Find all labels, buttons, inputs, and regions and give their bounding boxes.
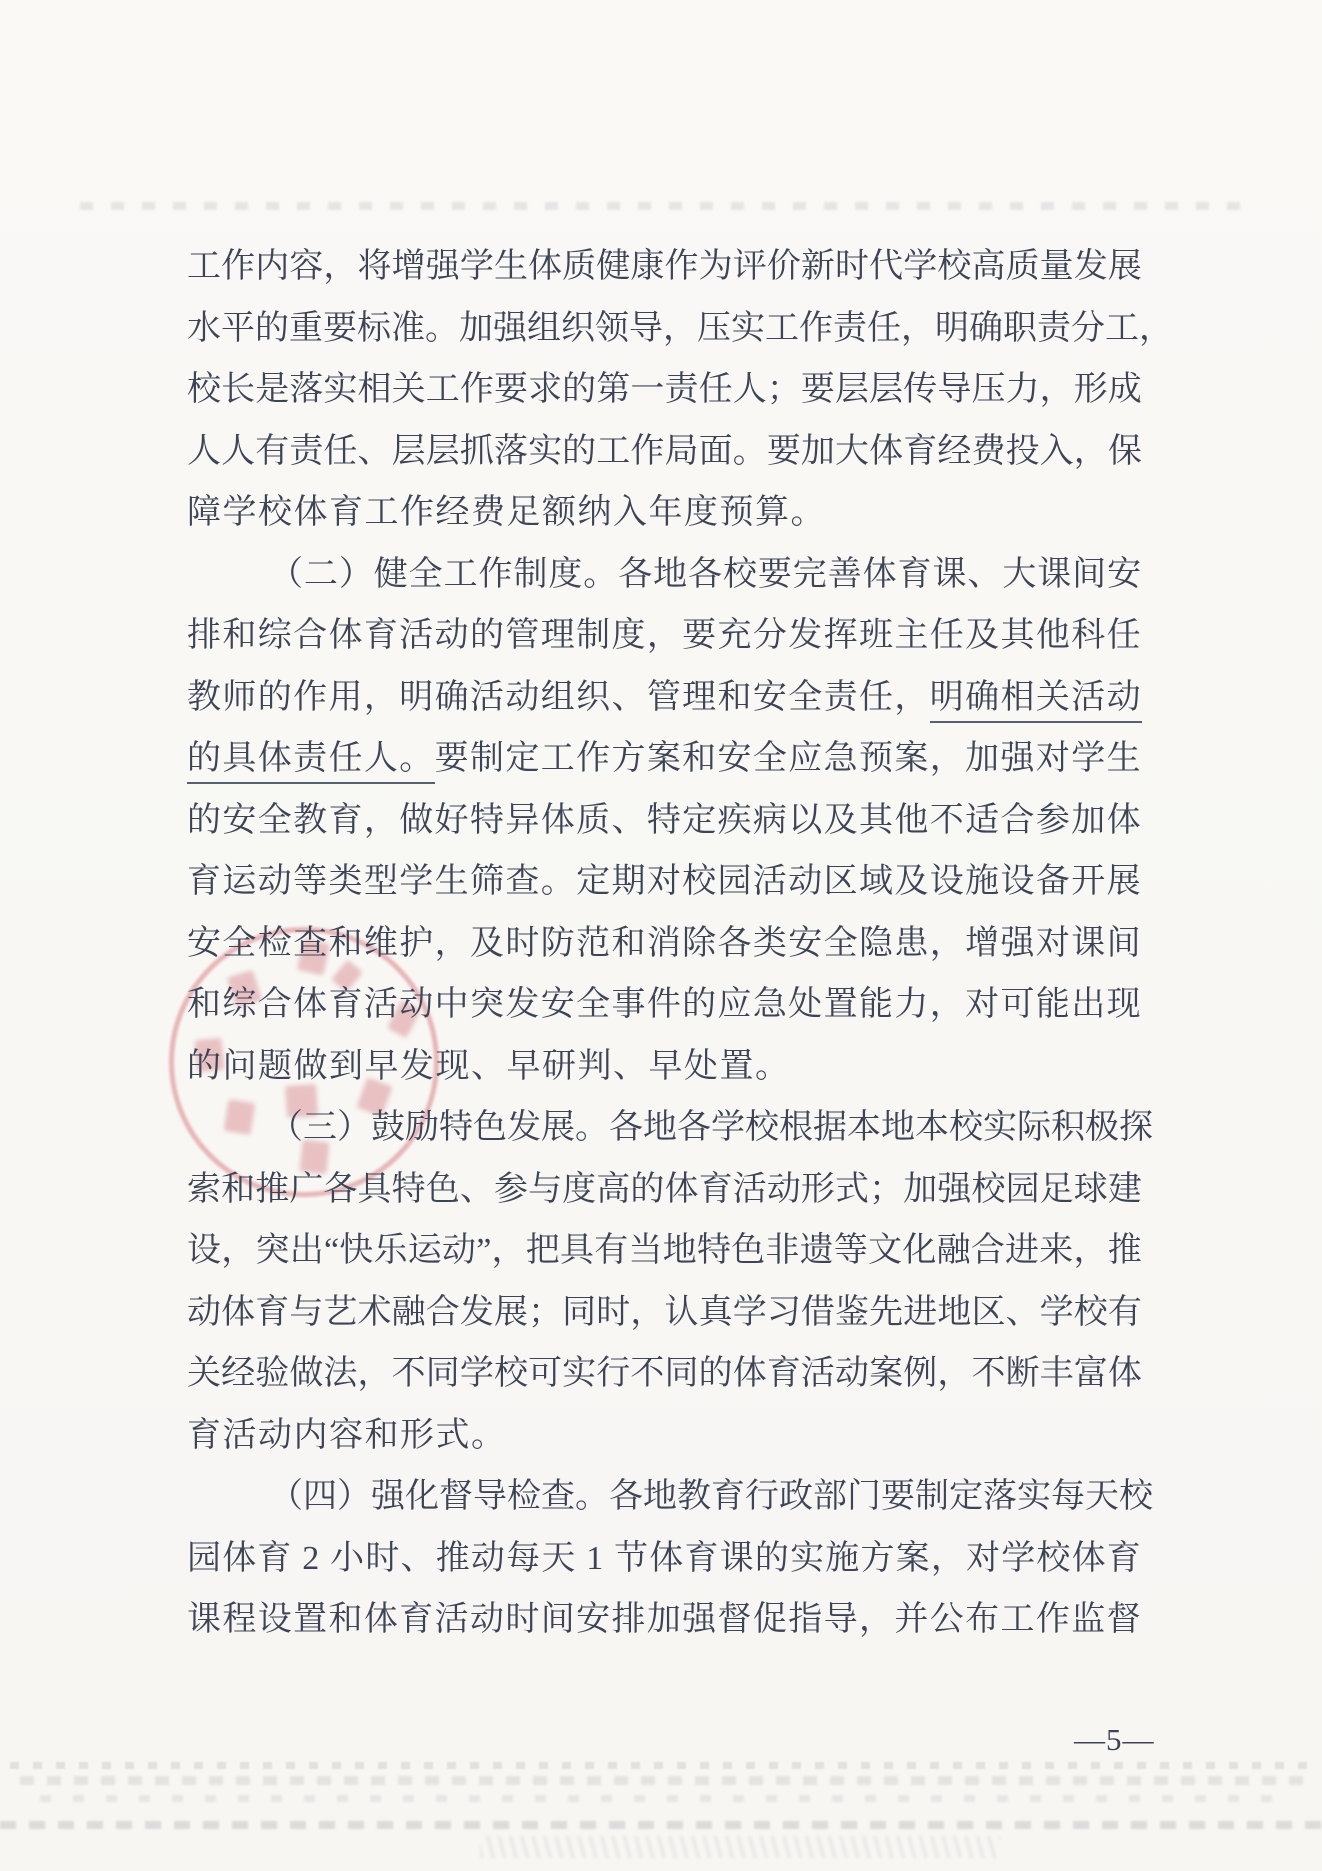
text-segment: 工作内容，将增强学生体质健康作为评价新时代学校高质量发展: [187, 248, 1142, 285]
page-number: —5—: [1074, 1722, 1155, 1757]
text-segment: 动体育与艺术融合发展；同时，认真学习借鉴先进地区、学校有: [187, 1293, 1142, 1331]
text-line: [187, 298, 1173, 360]
text-line: [187, 974, 1142, 1036]
text-line: [187, 1405, 1142, 1467]
text-line: [187, 1097, 1153, 1159]
text-line: [187, 1036, 1142, 1098]
text-segment: 要制定工作方案和安全应急预案，加强对学生: [434, 740, 1142, 777]
text-segment: （二）健全工作制度。各地各校要完善体育课、大课间安: [269, 555, 1142, 593]
text-line: [187, 1528, 1142, 1590]
text-segment: 索和推广各具特色、参与度高的体育活动形式；加强校园足球建: [187, 1170, 1142, 1208]
text-line: [187, 1282, 1142, 1344]
text-segment: 安全检查和维护，及时防范和消除各类安全隐患，增强对课间: [187, 924, 1142, 962]
text-segment: 的问题做到早发现、早研判、早处置。: [187, 1047, 791, 1085]
scan-artifact-bottom-band: [0, 1821, 1322, 1829]
text-line: [187, 1589, 1142, 1651]
text-segment: 育运动等类型学生筛查。定期对校园活动区域及设施设备开展: [187, 863, 1142, 900]
underlined-text: 明确相关活动: [930, 679, 1142, 723]
text-line: [187, 482, 1142, 544]
text-line: [187, 913, 1142, 975]
scan-artifact-bottom-smudge: [480, 1836, 1000, 1858]
text-segment: （三）鼓励特色发展。各地各学校根据本地本校实际积极探: [269, 1109, 1153, 1146]
text-segment: 教师的作用，明确活动组织、管理和安全责任，: [187, 678, 930, 716]
text-segment: 园体育 2 小时、推动每天 1 节体育课的实施方案，对学校体育: [187, 1539, 1142, 1577]
scan-artifact-top-band: [80, 202, 1255, 210]
text-block: [187, 236, 1173, 1651]
text-line: [187, 544, 1142, 606]
scan-artifact-bottom-band: [10, 1762, 1310, 1769]
text-line: [187, 1343, 1142, 1405]
text-segment: 育活动内容和形式。: [187, 1416, 507, 1454]
underlined-text: 的具体责任人。: [187, 740, 435, 784]
text-segment: 关经验做法，不同学校可实行不同的体育活动案例，不断丰富体: [187, 1355, 1142, 1392]
text-segment: 排和综合体育活动的管理制度，要充分发挥班主任及其他科任: [187, 617, 1142, 654]
text-line: [187, 236, 1142, 298]
text-line: [187, 359, 1142, 421]
text-line: [187, 421, 1142, 483]
text-segment: 障学校体育工作经费足额纳入年度预算。: [187, 494, 826, 531]
text-line: [187, 790, 1142, 852]
text-segment: 课程设置和体育活动时间安排加强督促指导，并公布工作监督: [187, 1601, 1142, 1638]
text-segment: 水平的重要标准。加强组织领导，压实工作责任，明确职责分工，: [187, 309, 1173, 347]
text-segment: （四）强化督导检查。各地教育行政部门要制定落实每天校: [269, 1478, 1153, 1515]
text-segment: 设，突出“快乐运动”，把具有当地特色非遗等文化融合进来，推: [187, 1232, 1142, 1269]
scan-artifact-bottom-band: [20, 1776, 1310, 1785]
text-line: [187, 1220, 1142, 1282]
text-line: [187, 667, 1142, 729]
scan-artifact-bottom-band: [40, 1795, 1290, 1802]
text-segment: 人人有责任、层层抓落实的工作局面。要加大体育经费投入，保: [187, 432, 1142, 470]
text-line: [187, 851, 1142, 913]
text-line: [187, 728, 1142, 790]
text-line: [187, 1466, 1153, 1528]
text-segment: 和综合体育活动中突发安全事件的应急处置能力，对可能出现: [187, 986, 1142, 1023]
text-segment: 的安全教育，做好特异体质、特定疾病以及其他不适合参加体: [187, 801, 1142, 839]
text-line: [187, 1159, 1142, 1221]
text-line: [187, 605, 1142, 667]
text-segment: 校长是落实相关工作要求的第一责任人；要层层传导压力，形成: [187, 371, 1142, 408]
